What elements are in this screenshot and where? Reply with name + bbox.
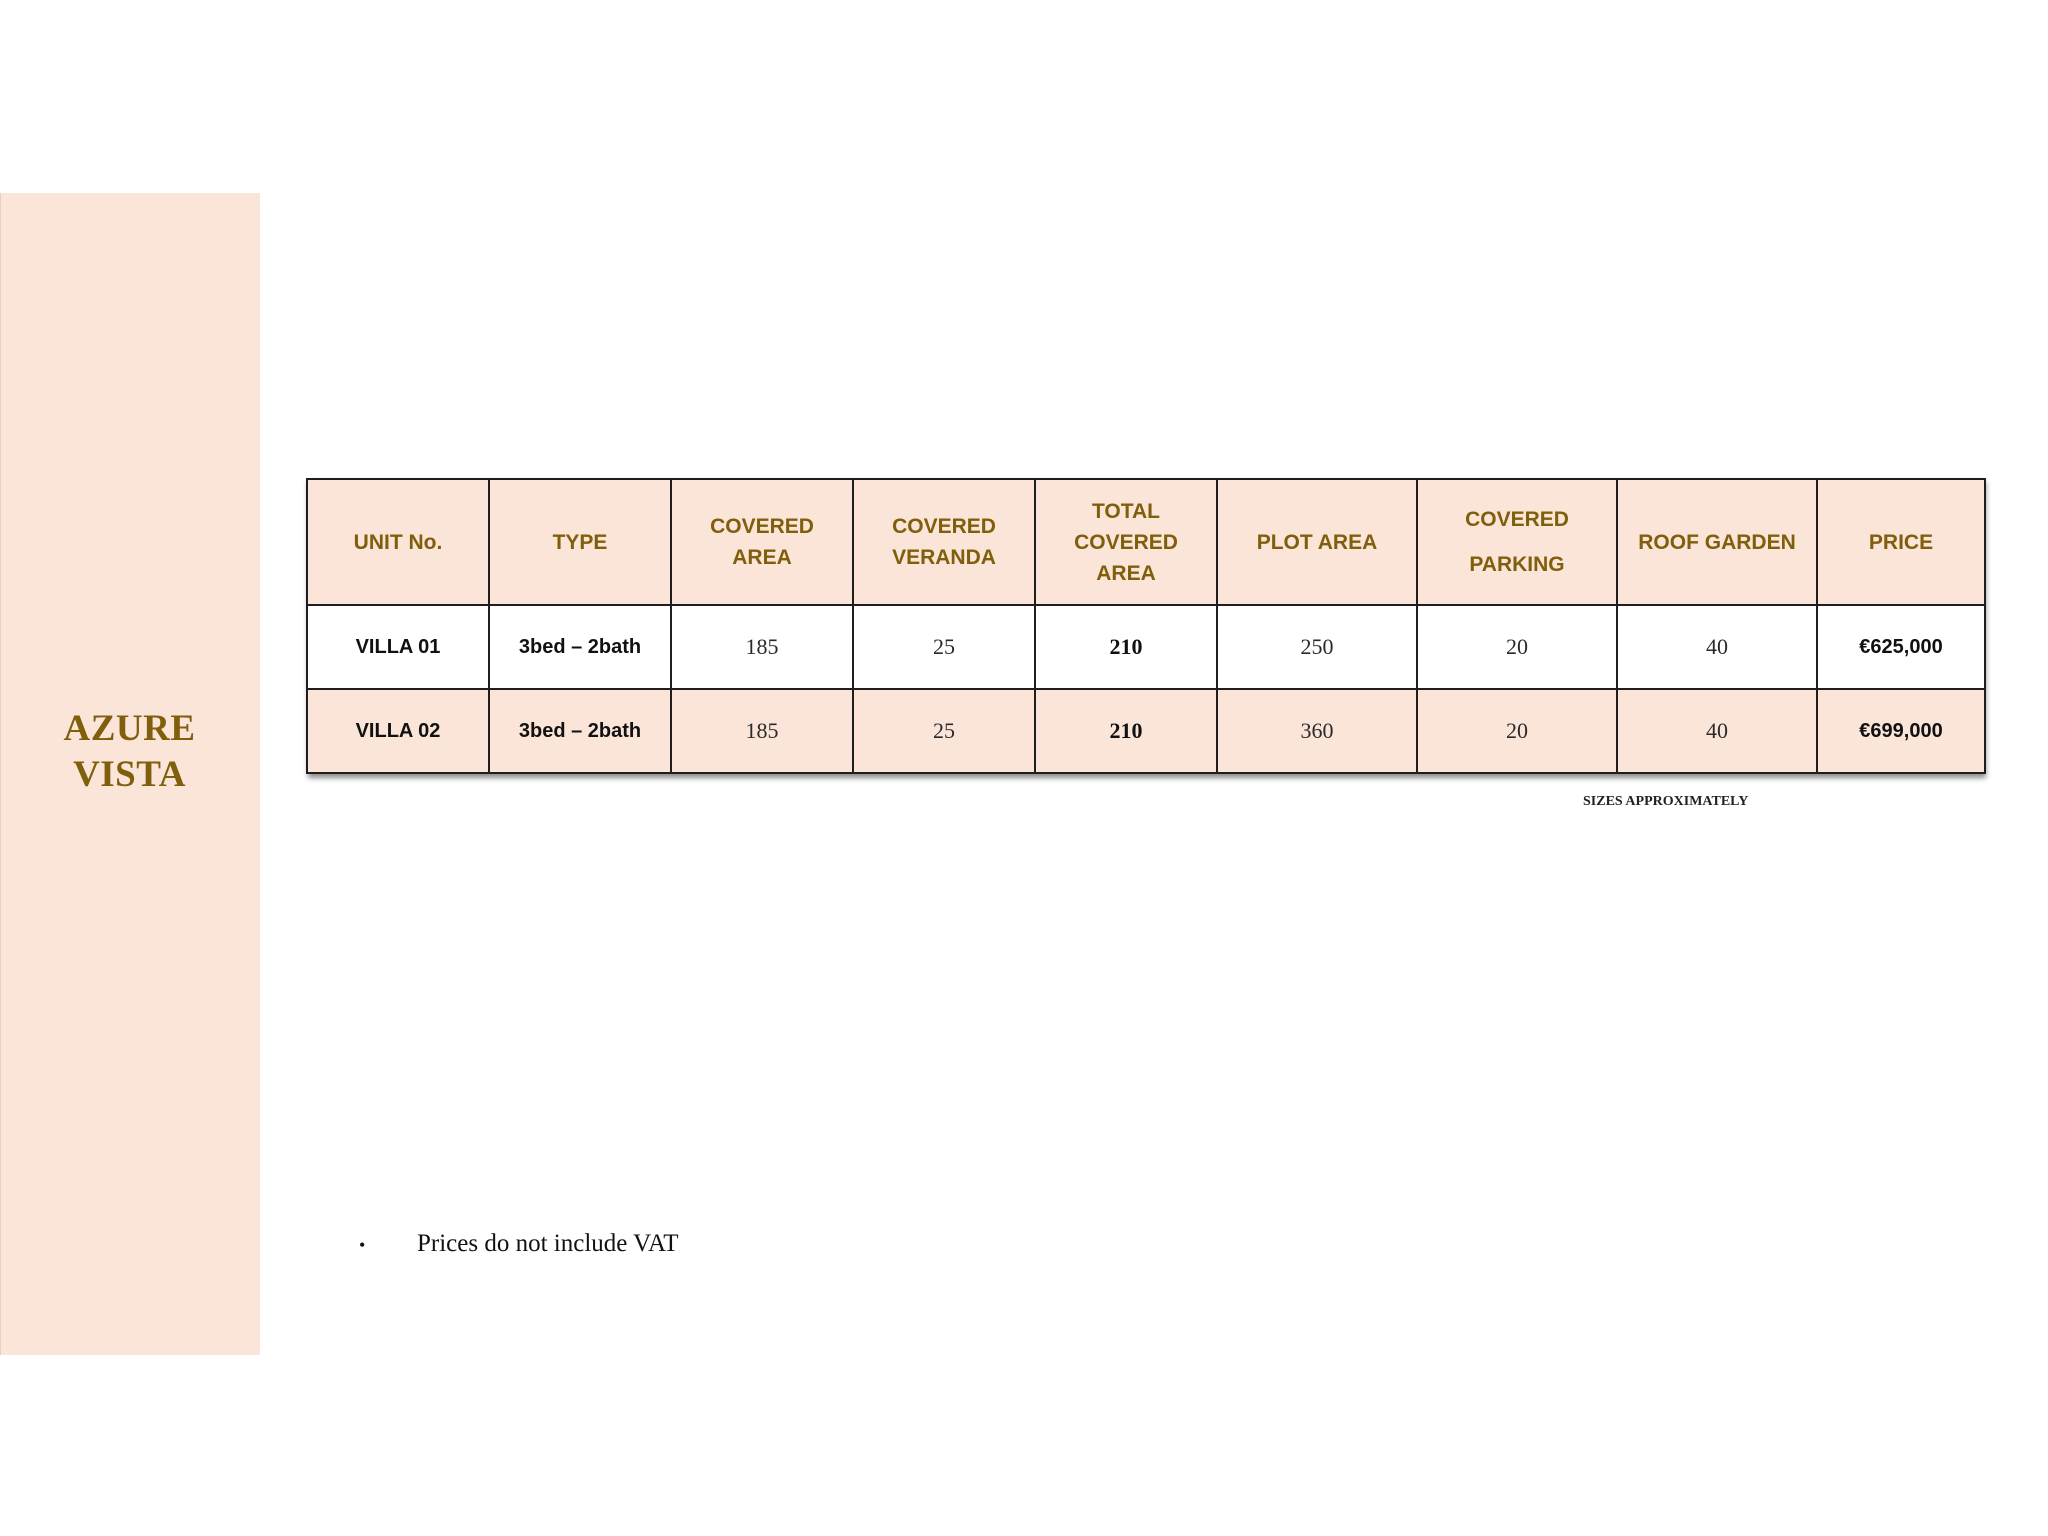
header-price: PRICE [1817,479,1985,605]
header-covered-veranda: COVERED VERANDA [853,479,1035,605]
cell-price: €625,000 [1817,605,1985,689]
brand-title [0,706,259,798]
cell-covered-veranda: 25 [853,689,1035,773]
vat-note [359,1230,679,1258]
header-total-covered-area: TOTAL COVERED AREA [1035,479,1217,605]
brand-title-line1: AZURE [63,708,196,749]
header-type: TYPE [489,479,671,605]
cell-covered-area: 185 [671,689,853,773]
header-covered-area: COVERED AREA [671,479,853,605]
vat-note-text: Prices do not include VAT [417,1230,679,1257]
cell-covered-parking: 20 [1417,605,1617,689]
cell-price: €699,000 [1817,689,1985,773]
cell-covered-area: 185 [671,605,853,689]
sizes-approx-note: SIZES APPROXIMATELY [1583,794,1749,809]
table-header-row [307,479,1985,605]
cell-type: 3bed – 2bath [489,689,671,773]
units-table [306,478,1986,774]
cell-plot-area: 360 [1217,689,1417,773]
cell-unit: VILLA 01 [307,605,489,689]
header-plot-area: PLOT AREA [1217,479,1417,605]
cell-total-covered-area: 210 [1035,605,1217,689]
header-roof-garden: ROOF GARDEN [1617,479,1817,605]
cell-roof-garden: 40 [1617,605,1817,689]
bullet-icon: • [359,1234,366,1255]
cell-plot-area: 250 [1217,605,1417,689]
units-table-container [306,478,1984,774]
header-covered-parking: COVERED PARKING [1417,479,1617,605]
cell-covered-parking: 20 [1417,689,1617,773]
header-unit-no: UNIT No. [307,479,489,605]
cell-roof-garden: 40 [1617,689,1817,773]
cell-covered-veranda: 25 [853,605,1035,689]
cell-unit: VILLA 02 [307,689,489,773]
table-row [307,689,1985,773]
brand-title-line2: VISTA [73,754,186,795]
table-row [307,605,1985,689]
cell-type: 3bed – 2bath [489,605,671,689]
cell-total-covered-area: 210 [1035,689,1217,773]
